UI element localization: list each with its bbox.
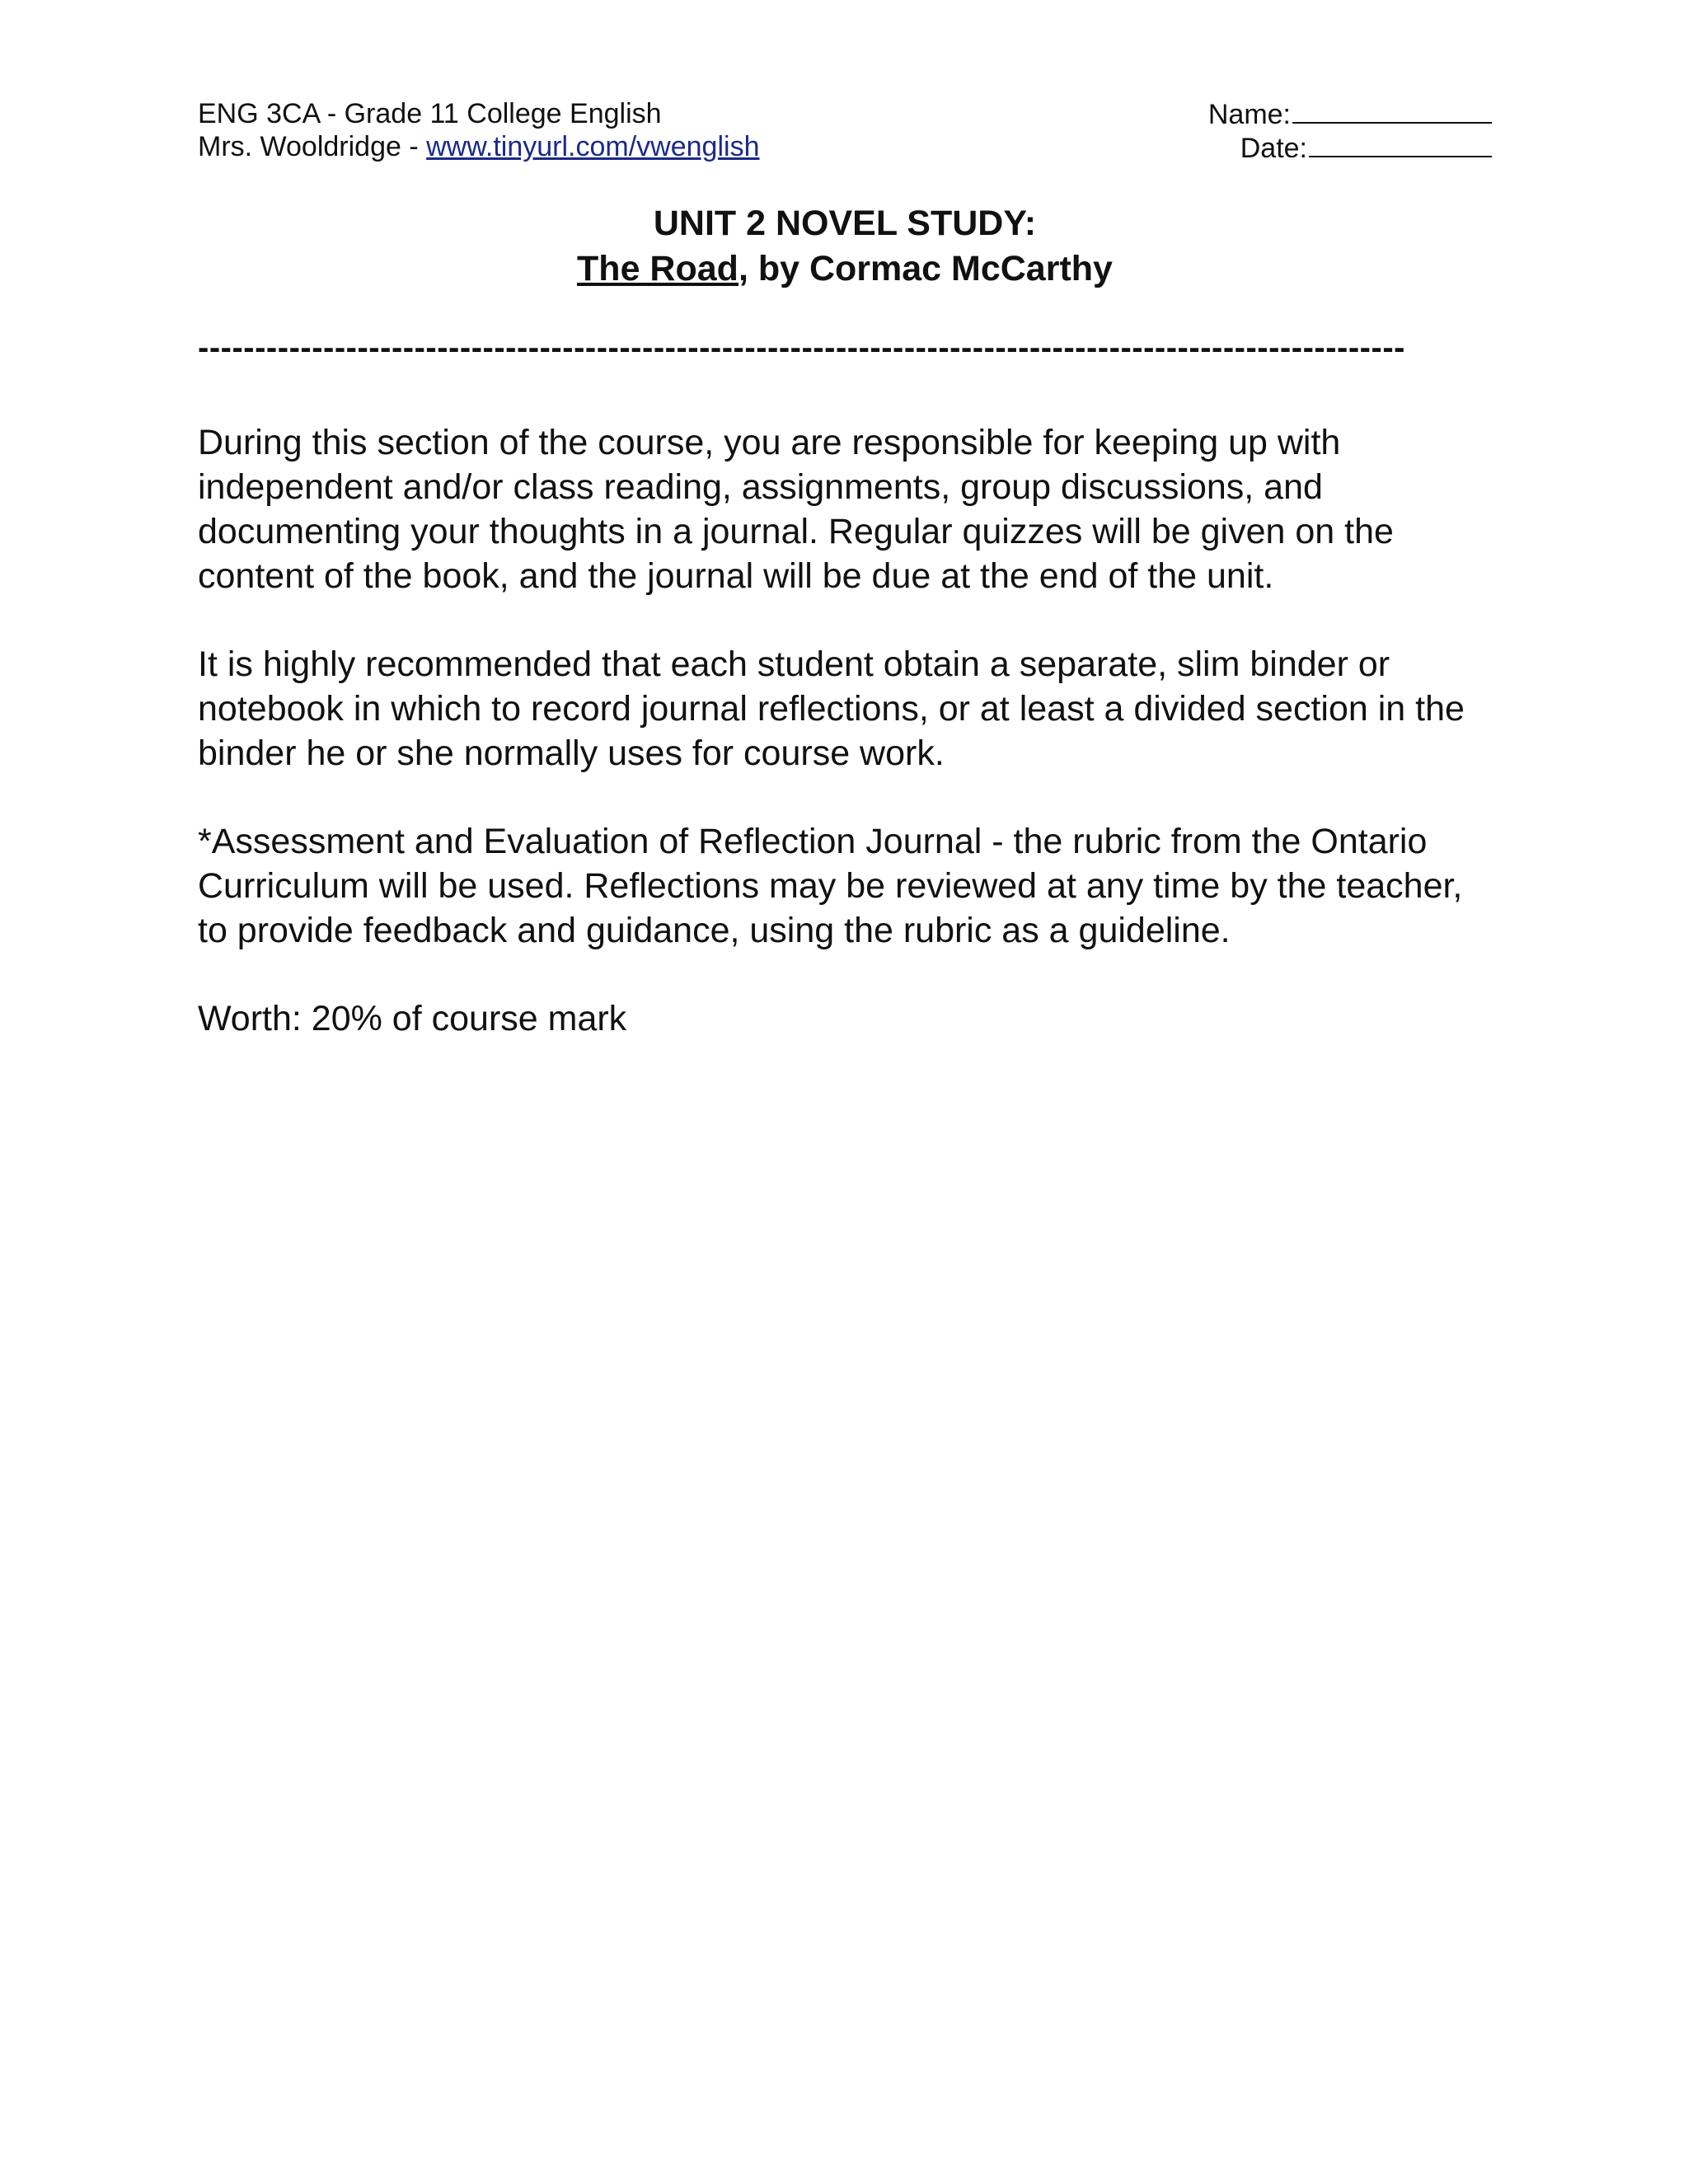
teacher-name: Mrs. Wooldridge -: [198, 131, 427, 162]
header-left: [198, 97, 759, 163]
book-heading: [198, 246, 1492, 292]
paragraph-assessment: *Assessment and Evaluation of Reflection Journal - the rubric from the Ontario Curriculum will be used. Reflections may be reviewed at any time by the teacher, to provide feedback and guidance, using the rubric as a guideline.: [198, 822, 1463, 950]
header-right: [1208, 97, 1492, 165]
course-title: ENG 3CA - Grade 11 College English: [198, 98, 662, 129]
teacher-line: [198, 130, 759, 163]
date-field: [1208, 131, 1492, 165]
unit-title: UNIT 2 NOVEL STUDY:: [653, 204, 1037, 243]
website-link[interactable]: www.tinyurl.com/vwenglish: [426, 131, 760, 162]
name-blank-line: [1292, 97, 1492, 124]
date-label: Date:: [1240, 133, 1307, 164]
worth-line: Worth: 20% of course mark: [198, 999, 627, 1038]
name-label: Name:: [1207, 99, 1291, 130]
name-field: [1208, 97, 1492, 131]
document-title: [198, 201, 1492, 292]
dashed-divider: ----------------------------------------------------------------------------------------------------------: [198, 331, 1405, 364]
paragraph-responsibilities: During this section of the course, you are responsible for keeping up with independent and/or class reading, assignments, group discussions, and documenting your thoughts in a journal. Regular quizzes will be given on the content of the book, and the journal will be due at the end of the unit.: [198, 423, 1394, 596]
document-page: [198, 97, 1492, 1085]
date-blank-line: [1309, 131, 1492, 157]
book-byline: , by Cormac McCarthy: [738, 249, 1113, 288]
paragraph-binder: It is highly recommended that each student obtain a separate, slim binder or notebook in which to record journal reflections, or at least a divided section in the binder he or she normally uses for course work.: [198, 644, 1465, 773]
document-body: [198, 420, 1492, 1041]
document-header: [198, 97, 1492, 171]
book-title: The Road: [577, 249, 738, 288]
